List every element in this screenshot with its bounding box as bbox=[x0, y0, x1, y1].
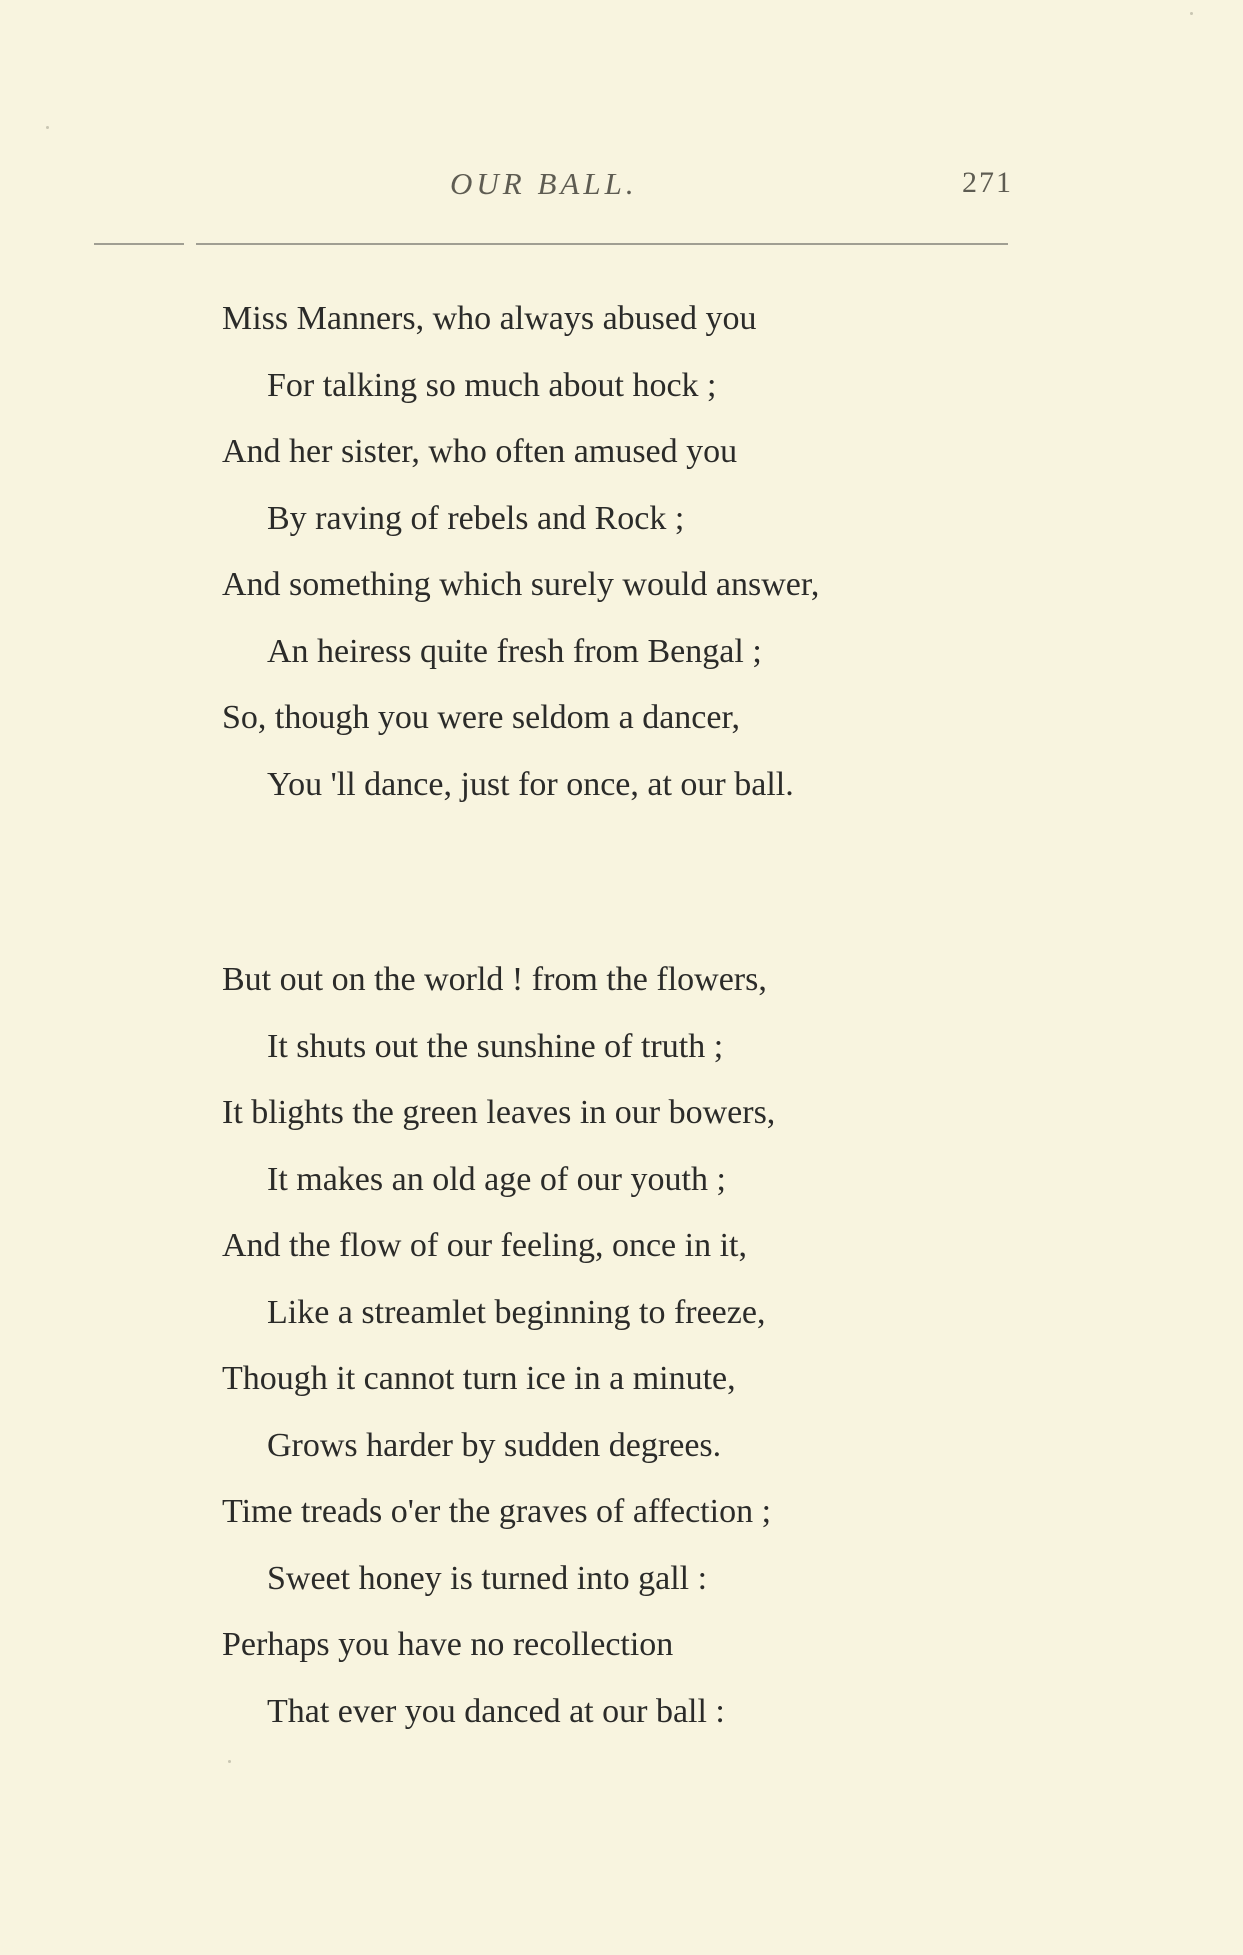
verse-line: For talking so much about hock ; bbox=[267, 366, 717, 404]
verse-line: That ever you danced at our ball : bbox=[267, 1692, 725, 1730]
verse-line: An heiress quite fresh from Bengal ; bbox=[267, 632, 762, 670]
verse-line: But out on the world ! from the flowers, bbox=[222, 961, 767, 998]
verse-line: Though it cannot turn ice in a minute, bbox=[222, 1360, 736, 1397]
paper-speck bbox=[228, 1760, 231, 1763]
verse-line: Like a streamlet beginning to freeze, bbox=[267, 1293, 766, 1331]
verse-line: And the flow of our feeling, once in it, bbox=[222, 1227, 747, 1264]
verse-line: Time treads o'er the graves of affection ; bbox=[222, 1493, 772, 1530]
verse-line: You 'll dance, just for once, at our ball. bbox=[267, 765, 794, 803]
page-number: 271 bbox=[962, 166, 1013, 199]
running-title: OUR BALL. bbox=[450, 166, 638, 201]
paper-speck bbox=[46, 126, 49, 129]
verse-line: Grows harder by sudden degrees. bbox=[267, 1426, 722, 1464]
verse-line: Perhaps you have no recollection bbox=[222, 1626, 674, 1663]
verse-line: By raving of rebels and Rock ; bbox=[267, 499, 685, 537]
header-rule-right bbox=[196, 243, 1008, 245]
verse-line: It makes an old age of our youth ; bbox=[267, 1160, 726, 1198]
verse-line: Sweet honey is turned into gall : bbox=[267, 1559, 708, 1597]
header-rule-left bbox=[94, 243, 184, 245]
paper-speck bbox=[1190, 12, 1193, 15]
verse-line: And something which surely would answer, bbox=[222, 566, 820, 603]
stanza-2 bbox=[222, 957, 775, 1755]
verse-line: And her sister, who often amused you bbox=[222, 433, 738, 470]
verse-line: It blights the green leaves in our bowers, bbox=[222, 1094, 776, 1131]
verse-line: So, though you were seldom a dancer, bbox=[222, 699, 740, 736]
verse-line: It shuts out the sunshine of truth ; bbox=[267, 1027, 724, 1065]
verse-line: Miss Manners, who always abused you bbox=[222, 300, 757, 337]
stanza-1 bbox=[222, 296, 819, 828]
